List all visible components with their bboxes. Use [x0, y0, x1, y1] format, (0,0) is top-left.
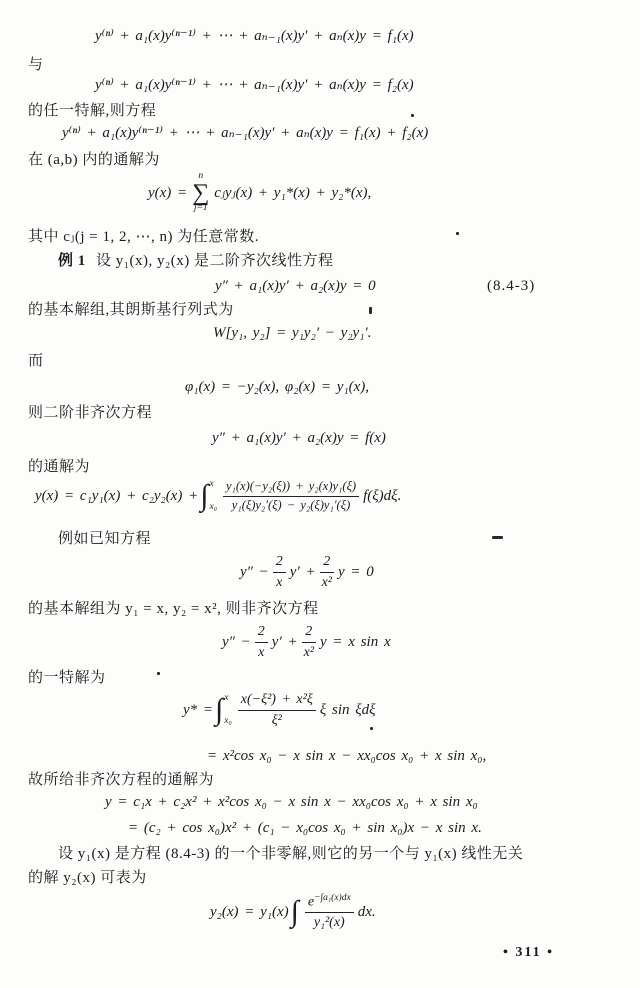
fraction-numerator: 2: [302, 623, 316, 643]
text-known-equation-intro: 例如已知方程: [58, 531, 152, 547]
text-wronskian-intro: 的基本解组,其朗斯基行列式为: [28, 302, 234, 318]
fraction-2-over-x: [255, 623, 268, 661]
fraction-numerator: [305, 893, 354, 913]
integral-upper-bound: x: [224, 693, 229, 703]
eq-lhs: y* =: [183, 701, 214, 718]
fraction-numerator: 2: [273, 553, 286, 573]
integral-symbol: [200, 480, 217, 512]
integral-bounds: [209, 480, 217, 512]
text-particular-solution-intro: 的一特解为: [28, 670, 106, 686]
equation-phi-definitions: φ₁(x) = −y₂(x), φ₂(x) = y₁(x),: [185, 379, 369, 395]
text-nonhomogeneous-intro: 则二阶非齐次方程: [28, 405, 153, 421]
eq-part: y′ +: [289, 563, 316, 580]
equation-example-homogeneous: [240, 553, 374, 591]
text-and: 与: [28, 57, 44, 73]
equation-general-solution-expanded: y = c₁x + c₂x² + x²cos x₀ − x sin x − xx₀cos x₀ + x sin x₀: [105, 794, 478, 810]
fraction-denominator: x: [258, 644, 265, 660]
text-general-solution-intro: 的通解为: [28, 459, 91, 475]
example-statement: 设 y₁(x), y₂(x) 是二阶齐次线性方程: [96, 253, 334, 269]
eq-rhs: cⱼyⱼ(x) + y₁*(x) + y₂*(x),: [214, 184, 372, 201]
integral-glyph: ∫: [215, 692, 224, 726]
equation-general-solution-sum: [148, 172, 371, 214]
equation-general-solution-grouped: = (c₂ + cos x₀)x² + (c₁ − x₀cos x₀ + sin x₀)x − x sin x.: [128, 820, 482, 836]
fraction-denominator: x: [276, 574, 283, 590]
eq-part: y = x sin x: [320, 633, 391, 650]
text-arbitrary-constants: 其中 cⱼ(j = 1, 2, ⋯, n) 为任意常数.: [28, 229, 259, 245]
integral-glyph: ∫: [200, 478, 209, 512]
summation-symbol: [192, 172, 209, 214]
fraction-denominator: y₁(ξ)y₂′(ξ) − y₂(ξ)y₁′(ξ): [231, 497, 351, 512]
text-nonzero-solution: 设 y₁(x) 是方程 (8.4-3) 的一个非零解,则它的另一个与 y₁(x) 线性无关: [58, 846, 524, 862]
equation-example-nonhomogeneous: [222, 623, 391, 661]
fraction-denominator: ξ²: [271, 712, 282, 728]
eq-part: y″ −: [240, 563, 269, 580]
equation-particular-result: = x²cos x₀ − x sin x − xx₀cos x₀ + x sin x₀,: [207, 748, 487, 764]
eq-part: y″ −: [222, 633, 251, 650]
equation-nonhomogeneous: y″ + a₁(x)y′ + a₂(x)y = f(x): [212, 430, 386, 446]
eq-part: y = 0: [338, 563, 374, 580]
sigma-glyph: ∑: [192, 179, 210, 206]
text-fundamental-set: 的基本解组为 y₁ = x, y₂ = x², 则非齐次方程: [28, 601, 319, 617]
integrand-fraction: [305, 893, 354, 932]
equation-ode-f2: y⁽ⁿ⁾ + a₁(x)y⁽ⁿ⁻¹⁾ + ⋯ + aₙ₋₁(x)y′ + aₙ(x)y = f₂(x): [95, 77, 414, 93]
fraction-2-over-x2: [320, 553, 334, 591]
integral-bounds: [224, 694, 232, 726]
equation-second-solution: [210, 893, 376, 932]
sum-lower-limit: j=1: [193, 203, 208, 214]
fraction-numerator: 2: [320, 553, 334, 573]
integral-lower-bound: x₀: [209, 501, 217, 512]
equation-homogeneous: y″ + a₁(x)y′ + a₂(x)y = 0: [215, 278, 376, 294]
eq-rhs: f(ξ)dξ.: [363, 487, 402, 504]
eq-lhs: y(x) =: [148, 184, 188, 201]
scan-speck: [370, 727, 373, 730]
scan-speck: [456, 232, 459, 235]
exp-base: e: [307, 894, 315, 910]
text-example-1: [58, 252, 333, 271]
equation-particular-integral: [183, 691, 376, 729]
fraction-numerator: x(−ξ²) + x²ξ: [238, 691, 316, 711]
eq-lhs: y₂(x) = y₁(x): [210, 903, 289, 920]
scan-speck: [369, 307, 372, 314]
integral-symbol: [215, 694, 232, 726]
eq-part: y′ +: [271, 633, 298, 650]
integral-glyph: ∫: [290, 895, 299, 929]
scan-speck: [492, 536, 503, 539]
scan-speck: [157, 672, 160, 675]
scan-speck: [411, 114, 414, 117]
equation-variation-of-parameters: [35, 479, 401, 513]
integral-upper-bound: x: [209, 479, 214, 490]
eq-lhs: y(x) = c₁y₁(x) + c₂y₂(x) +: [35, 487, 199, 504]
integrand-fraction: [223, 479, 359, 513]
equation-number-8-4-3: (8.4-3): [487, 278, 536, 294]
eq-rhs: ξ sin ξdξ: [319, 701, 376, 718]
integrand-fraction: [238, 691, 316, 729]
equation-wronskian: W[y₁, y₂] = y₁y₂′ − y₂y₁′.: [213, 325, 372, 341]
exp-superscript: −∫a₁(x)dx: [314, 893, 351, 903]
integral-lower-bound: x₀: [224, 715, 232, 726]
fraction-denominator: y₁²(x): [313, 915, 345, 931]
fraction-2-over-x2: [302, 623, 316, 661]
text-general-solution-on-ab: 在 (a,b) 内的通解为: [28, 152, 160, 168]
text-particular-solution: 的任一特解,则方程: [28, 103, 157, 119]
fraction-denominator: x²: [303, 644, 315, 660]
fraction-numerator: y₁(x)(−y₂(ξ)) + y₂(x)y₁(ξ): [223, 479, 359, 497]
example-label: 例 1: [58, 253, 86, 269]
text-second-solution-intro: 的解 y₂(x) 可表为: [28, 870, 147, 886]
eq-rhs: dx.: [357, 903, 376, 920]
fraction-denominator: x²: [321, 574, 333, 590]
page-number: • 311 •: [503, 945, 555, 960]
text-then: 而: [28, 353, 44, 369]
text-general-solution-given: 故所给非齐次方程的通解为: [28, 772, 215, 788]
sum-upper-limit: n: [198, 171, 204, 181]
fraction-2-over-x: [273, 553, 286, 591]
equation-ode-f1: y⁽ⁿ⁾ + a₁(x)y⁽ⁿ⁻¹⁾ + ⋯ + aₙ₋₁(x)y′ + aₙ(x)y = f₁(x): [95, 28, 414, 44]
fraction-numerator: 2: [255, 623, 268, 643]
integral-symbol: [290, 895, 299, 929]
equation-ode-f1-plus-f2: y⁽ⁿ⁾ + a₁(x)y⁽ⁿ⁻¹⁾ + ⋯ + aₙ₋₁(x)y′ + aₙ(x)y = f₁(x) + f₂(x): [62, 125, 429, 141]
